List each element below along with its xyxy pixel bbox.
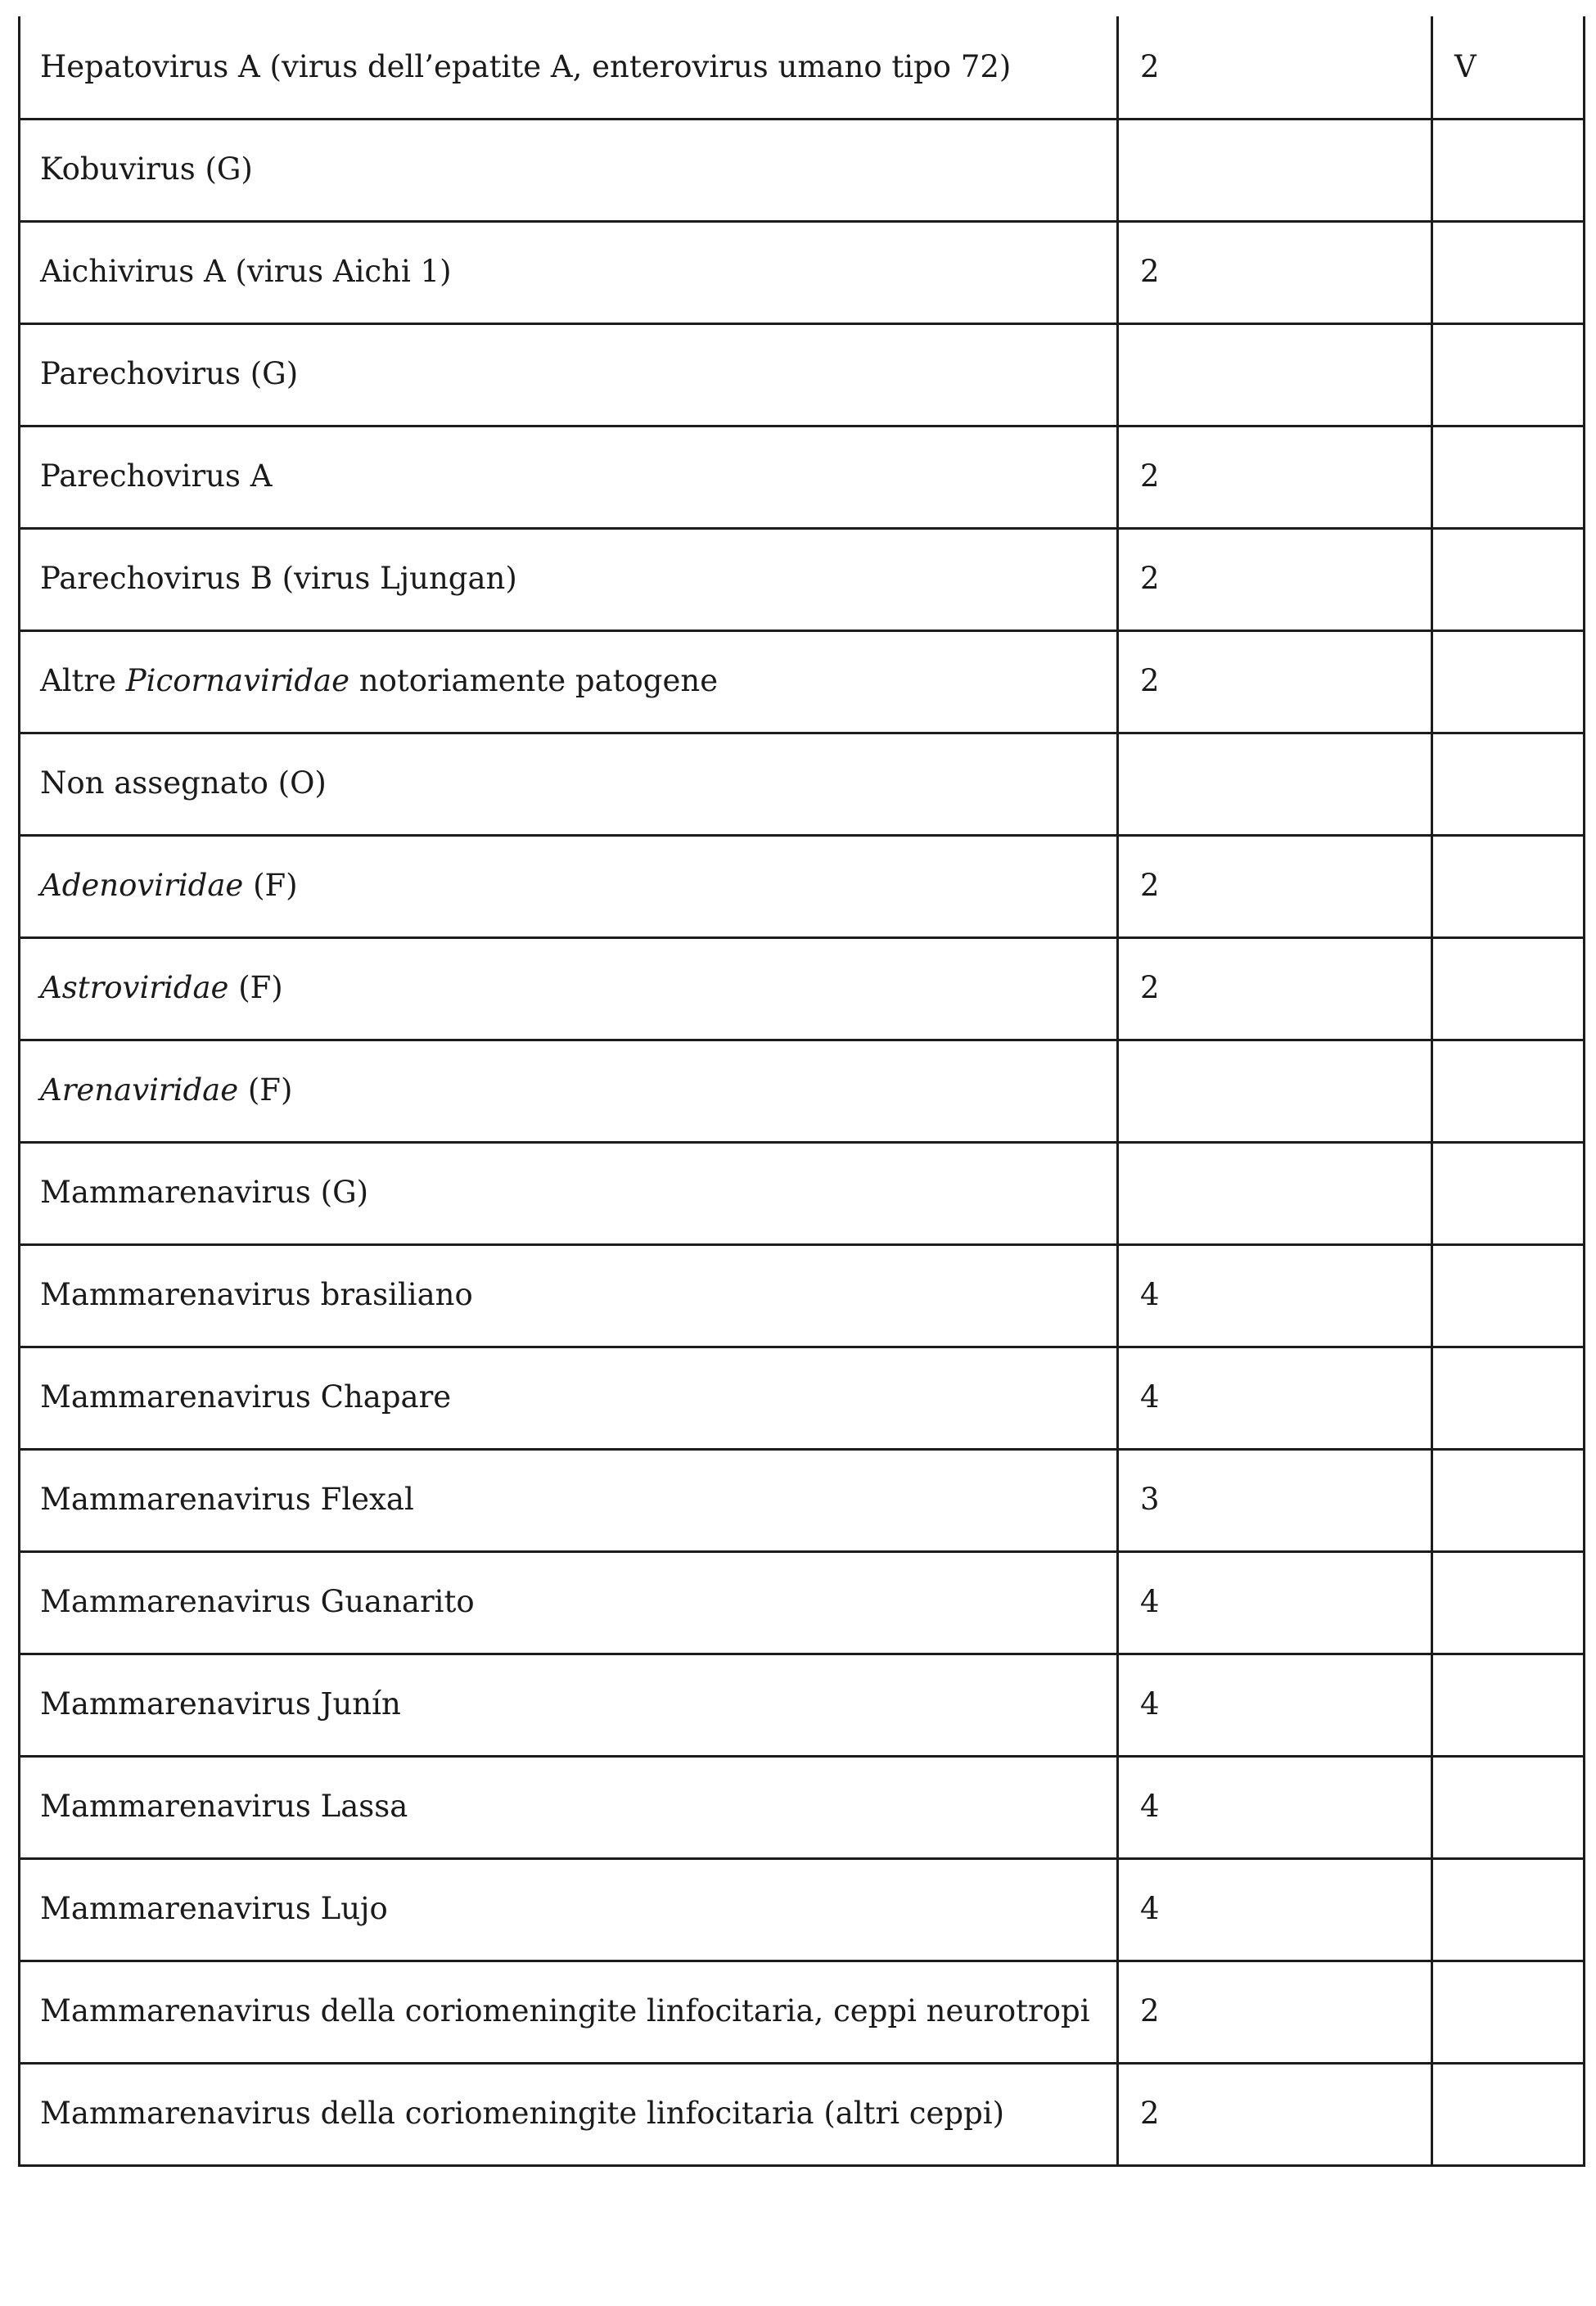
risk-group-cell: 2: [1118, 16, 1432, 119]
notes-cell: [1432, 1244, 1585, 1347]
agent-name-cell: [20, 1551, 1118, 1654]
notes-cell: [1432, 1347, 1585, 1449]
risk-group-cell: [1118, 119, 1432, 221]
risk-group-cell: 2: [1118, 835, 1432, 937]
risk-group-cell: [1118, 1142, 1432, 1244]
taxon-name-italic: Adenoviridae: [40, 868, 244, 904]
agent-name-text: Altre: [40, 663, 126, 699]
agent-name-cell: [20, 1756, 1118, 1858]
agent-name-text: Mammarenavirus della coriomeningite linfocitaria, ceppi neurotropi: [40, 1993, 1090, 2029]
agent-name-text: Mammarenavirus Junín: [40, 1686, 401, 1722]
notes-cell: [1432, 221, 1585, 323]
table-row: [20, 1244, 1585, 1347]
taxon-name-italic: Arenaviridae: [40, 1072, 239, 1108]
table-row: [20, 1654, 1585, 1756]
risk-group-cell: 2: [1118, 630, 1432, 733]
agent-name-text: Mammarenavirus (G): [40, 1175, 369, 1211]
table-row: [20, 1961, 1585, 2063]
agent-name-cell: [20, 1961, 1118, 2063]
notes-cell: [1432, 630, 1585, 733]
risk-group-cell: 2: [1118, 426, 1432, 528]
risk-group-cell: 2: [1118, 937, 1432, 1040]
table-row: [20, 1449, 1585, 1551]
risk-group-cell: 2: [1118, 528, 1432, 630]
notes-cell: [1432, 835, 1585, 937]
agent-name-cell: [20, 119, 1118, 221]
risk-group-cell: 4: [1118, 1756, 1432, 1858]
risk-group-cell: 4: [1118, 1244, 1432, 1347]
table-row: [20, 835, 1585, 937]
risk-group-cell: 2: [1118, 1961, 1432, 2063]
agent-name-text: notoriamente patogene: [349, 663, 719, 699]
table-row: [20, 16, 1585, 119]
agent-name-cell: [20, 16, 1118, 119]
agent-name-cell: [20, 937, 1118, 1040]
agent-name-text: Mammarenavirus Lujo: [40, 1891, 388, 1927]
notes-cell: [1432, 323, 1585, 426]
agent-name-text: Hepatovirus A (virus dell’epatite A, enterovirus umano tipo 72): [40, 48, 1012, 84]
notes-cell: [1432, 1040, 1585, 1142]
agent-name-text: Mammarenavirus Guanarito: [40, 1584, 475, 1620]
table-row: [20, 119, 1585, 221]
table-row: [20, 1347, 1585, 1449]
risk-group-cell: 4: [1118, 1551, 1432, 1654]
table-row: [20, 323, 1585, 426]
table-body: [20, 16, 1585, 2165]
notes-cell: [1432, 2063, 1585, 2165]
table-row: [20, 1040, 1585, 1142]
agent-name-cell: [20, 1347, 1118, 1449]
table-row: [20, 528, 1585, 630]
risk-group-cell: 4: [1118, 1858, 1432, 1961]
notes-cell: [1432, 1449, 1585, 1551]
notes-cell: [1432, 1961, 1585, 2063]
agent-name-text: (F): [228, 970, 283, 1006]
notes-cell: [1432, 1142, 1585, 1244]
agent-name-text: (F): [238, 1072, 293, 1108]
risk-group-cell: 3: [1118, 1449, 1432, 1551]
agent-name-text: Non assegnato (O): [40, 765, 327, 801]
notes-cell: V: [1432, 16, 1585, 119]
agent-name-text: Mammarenavirus Lassa: [40, 1789, 408, 1825]
agent-name-text: Kobuvirus (G): [40, 151, 253, 187]
document-page: [18, 16, 1583, 2276]
agent-name-cell: [20, 221, 1118, 323]
agent-name-text: Mammarenavirus della coriomeningite linfocitaria (altri ceppi): [40, 2096, 1005, 2132]
notes-cell: [1432, 937, 1585, 1040]
risk-group-cell: 4: [1118, 1654, 1432, 1756]
agent-name-cell: [20, 1142, 1118, 1244]
risk-group-cell: 2: [1118, 2063, 1432, 2165]
table-row: [20, 733, 1585, 835]
agent-name-cell: [20, 426, 1118, 528]
agent-name-cell: [20, 835, 1118, 937]
table-row: [20, 426, 1585, 528]
notes-cell: [1432, 733, 1585, 835]
risk-group-cell: [1118, 1040, 1432, 1142]
agent-name-cell: [20, 2063, 1118, 2165]
agent-name-text: Aichivirus A (virus Aichi 1): [40, 254, 452, 290]
notes-cell: [1432, 1756, 1585, 1858]
table-row: [20, 937, 1585, 1040]
table-row: [20, 630, 1585, 733]
table-row: [20, 1756, 1585, 1858]
table-row: [20, 1858, 1585, 1961]
risk-group-cell: [1118, 323, 1432, 426]
agent-name-text: Parechovirus B (virus Ljungan): [40, 561, 517, 597]
agent-name-text: Mammarenavirus brasiliano: [40, 1277, 473, 1313]
table-row: [20, 221, 1585, 323]
taxon-name-italic: Picornaviridae: [125, 663, 349, 699]
agent-name-cell: [20, 733, 1118, 835]
notes-cell: [1432, 426, 1585, 528]
notes-cell: [1432, 119, 1585, 221]
notes-cell: [1432, 1551, 1585, 1654]
taxon-name-italic: Astroviridae: [40, 970, 229, 1006]
agent-name-cell: [20, 630, 1118, 733]
table-row: [20, 1142, 1585, 1244]
table-row: [20, 2063, 1585, 2165]
agent-name-cell: [20, 1040, 1118, 1142]
agent-name-cell: [20, 1654, 1118, 1756]
agent-name-cell: [20, 323, 1118, 426]
notes-cell: [1432, 1858, 1585, 1961]
agent-name-cell: [20, 1858, 1118, 1961]
agent-name-text: Parechovirus A: [40, 458, 273, 494]
notes-cell: [1432, 1654, 1585, 1756]
agent-name-text: Mammarenavirus Flexal: [40, 1482, 414, 1518]
agent-name-text: (F): [243, 868, 298, 904]
agent-name-cell: [20, 528, 1118, 630]
biological-agents-table: [18, 16, 1585, 2167]
notes-cell: [1432, 528, 1585, 630]
risk-group-cell: [1118, 733, 1432, 835]
table-row: [20, 1551, 1585, 1654]
agent-name-text: Mammarenavirus Chapare: [40, 1379, 452, 1415]
risk-group-cell: 4: [1118, 1347, 1432, 1449]
agent-name-text: Parechovirus (G): [40, 356, 299, 392]
agent-name-cell: [20, 1449, 1118, 1551]
risk-group-cell: 2: [1118, 221, 1432, 323]
agent-name-cell: [20, 1244, 1118, 1347]
